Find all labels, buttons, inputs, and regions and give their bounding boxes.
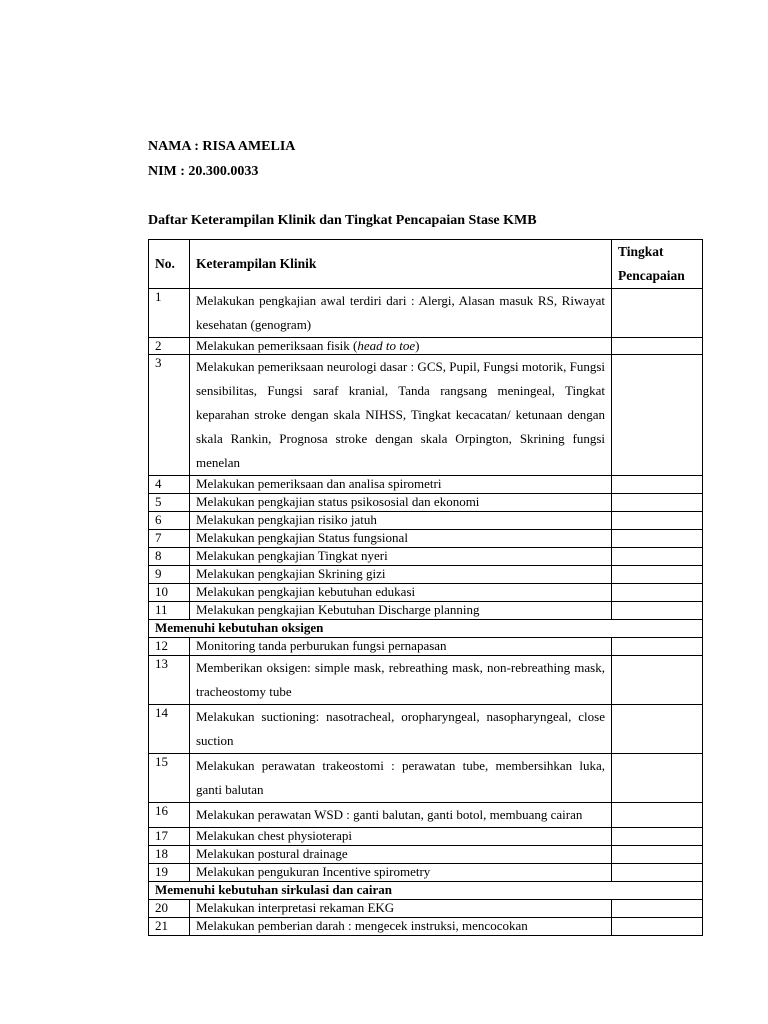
row-no: 13 [149, 656, 190, 705]
table-row [149, 900, 703, 918]
row-no: 16 [149, 803, 190, 828]
row-no: 1 [149, 289, 190, 338]
row-skill: Memberikan oksigen: simple mask, rebreathing mask, non-rebreathing mask, tracheostomy tube [190, 656, 612, 705]
row-skill: Melakukan interpretasi rekaman EKG [190, 900, 612, 918]
table-row [149, 512, 703, 530]
section-row [149, 882, 703, 900]
row-skill: Melakukan pengkajian Status fungsional [190, 530, 612, 548]
row-no: 2 [149, 338, 190, 355]
row-level [612, 338, 703, 355]
row-level [612, 512, 703, 530]
row-level [612, 900, 703, 918]
row-level [612, 584, 703, 602]
row-skill: Melakukan chest physioterapi [190, 828, 612, 846]
row-level [612, 864, 703, 882]
row-no: 12 [149, 638, 190, 656]
row-skill: Melakukan pemeriksaan fisik (head to toe) [190, 338, 612, 355]
row-level [612, 638, 703, 656]
row-level [612, 530, 703, 548]
table-row [149, 494, 703, 512]
header-no: No. [149, 240, 190, 289]
row-no: 8 [149, 548, 190, 566]
table-row [149, 476, 703, 494]
table-row [149, 584, 703, 602]
row-level [612, 705, 703, 754]
table-row [149, 566, 703, 584]
row-skill: Melakukan perawatan WSD : ganti balutan, ganti botol, membuang cairan [190, 803, 612, 828]
row-no: 10 [149, 584, 190, 602]
row-no: 19 [149, 864, 190, 882]
row-skill: Melakukan pengukuran Incentive spirometry [190, 864, 612, 882]
row-level [612, 846, 703, 864]
row-no: 7 [149, 530, 190, 548]
table-row [149, 355, 703, 476]
table-row [149, 864, 703, 882]
table-row [149, 918, 703, 936]
table-row [149, 705, 703, 754]
section-title: Memenuhi kebutuhan oksigen [149, 620, 703, 638]
row-level [612, 828, 703, 846]
skills-table [148, 239, 703, 936]
header-skill: Keterampilan Klinik [190, 240, 612, 289]
row-skill: Melakukan pengkajian Tingkat nyeri [190, 548, 612, 566]
row-no: 15 [149, 754, 190, 803]
row-level [612, 494, 703, 512]
document-title: Daftar Keterampilan Klinik dan Tingkat Pencapaian Stase KMB [148, 213, 537, 228]
table-row [149, 289, 703, 338]
student-name: NAMA : RISA AMELIA [148, 139, 296, 154]
row-no: 5 [149, 494, 190, 512]
row-skill: Melakukan perawatan trakeostomi : perawatan tube, membersihkan luka, ganti balutan [190, 754, 612, 803]
row-skill: Melakukan pemeriksaan dan analisa spirometri [190, 476, 612, 494]
row-no: 21 [149, 918, 190, 936]
table-row [149, 656, 703, 705]
row-skill: Melakukan pengkajian Skrining gizi [190, 566, 612, 584]
section-row [149, 620, 703, 638]
table-row [149, 548, 703, 566]
row-no: 14 [149, 705, 190, 754]
row-skill: Melakukan suctioning: nasotracheal, oropharyngeal, nasopharyngeal, close suction [190, 705, 612, 754]
row-no: 3 [149, 355, 190, 476]
row-level [612, 355, 703, 476]
row-no: 18 [149, 846, 190, 864]
row-no: 9 [149, 566, 190, 584]
table-row [149, 828, 703, 846]
row-no: 20 [149, 900, 190, 918]
row-level [612, 803, 703, 828]
row-skill: Melakukan postural drainage [190, 846, 612, 864]
row-level [612, 754, 703, 803]
row-level [612, 476, 703, 494]
row-skill: Melakukan pengkajian status psikososial dan ekonomi [190, 494, 612, 512]
section-title: Memenuhi kebutuhan sirkulasi dan cairan [149, 882, 703, 900]
table-row [149, 803, 703, 828]
row-skill: Monitoring tanda perburukan fungsi pernapasan [190, 638, 612, 656]
row-level [612, 656, 703, 705]
row-skill: Melakukan pengkajian awal terdiri dari : Alergi, Alasan masuk RS, Riwayat kesehatan (genogram) [190, 289, 612, 338]
table-row [149, 338, 703, 355]
row-skill: Melakukan pengkajian risiko jatuh [190, 512, 612, 530]
table-row [149, 530, 703, 548]
row-level [612, 566, 703, 584]
row-no: 4 [149, 476, 190, 494]
row-level [612, 289, 703, 338]
table-header-row [149, 240, 703, 289]
header-level: Tingkat Pencapaian [612, 240, 703, 289]
row-no: 6 [149, 512, 190, 530]
row-no: 17 [149, 828, 190, 846]
table-row [149, 754, 703, 803]
table-row [149, 602, 703, 620]
row-skill: Melakukan pemeriksaan neurologi dasar : GCS, Pupil, Fungsi motorik, Fungsi sensibilitas, Fungsi saraf kranial, Tanda rangsang meningeal, Tingkat keparahan stroke dengan skala NIHSS, Tingkat kecacatan/ ketunaan dengan skala Rankin, Prognosa stroke dengan skala Orpington, Skrining fungsi menelan [190, 355, 612, 476]
table-row [149, 846, 703, 864]
row-skill: Melakukan pengkajian kebutuhan edukasi [190, 584, 612, 602]
row-level [612, 548, 703, 566]
table-row [149, 638, 703, 656]
student-nim: NIM : 20.300.0033 [148, 164, 259, 179]
row-level [612, 602, 703, 620]
row-no: 11 [149, 602, 190, 620]
row-level [612, 918, 703, 936]
row-skill: Melakukan pengkajian Kebutuhan Discharge planning [190, 602, 612, 620]
row-skill: Melakukan pemberian darah : mengecek instruksi, mencocokan [190, 918, 612, 936]
